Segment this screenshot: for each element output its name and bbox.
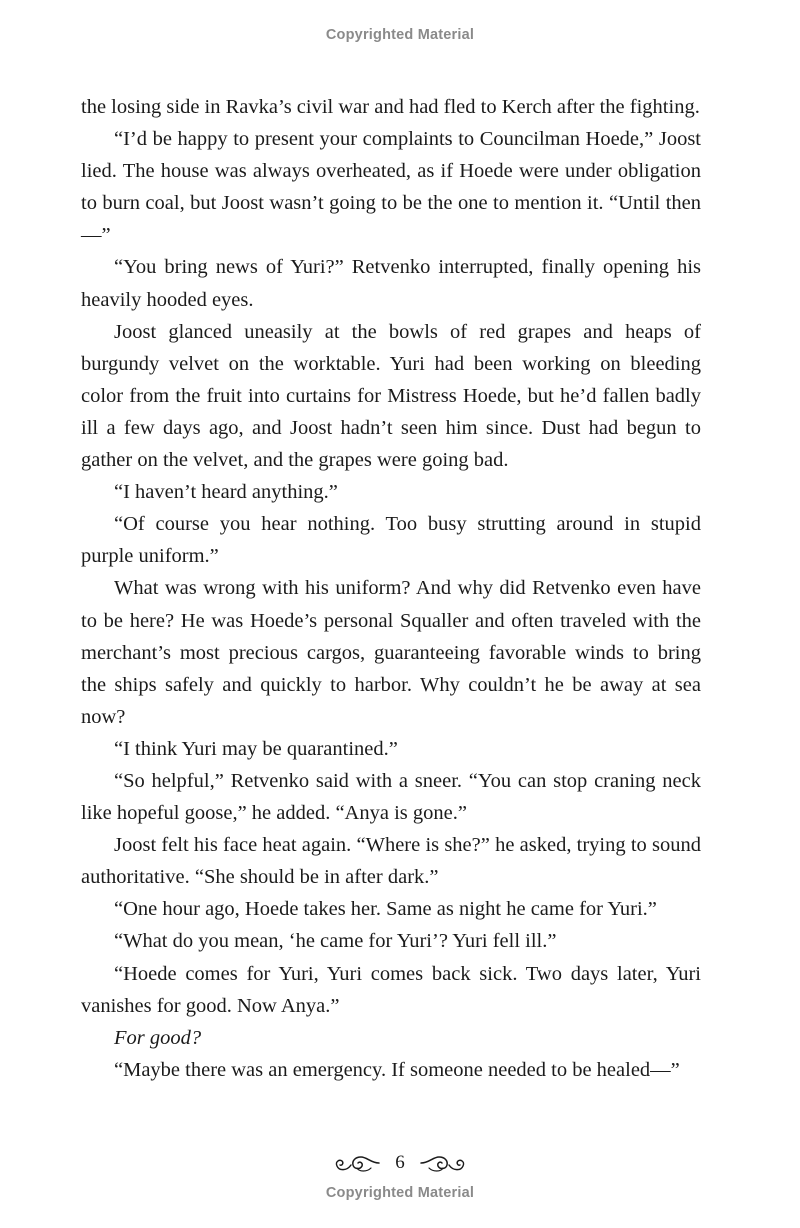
body-text xyxy=(81,91,701,1086)
paragraph: “What do you mean, ‘he came for Yuri’? Yuri fell ill.” xyxy=(114,930,557,953)
copyright-watermark-top: Copyrighted Material xyxy=(325,27,475,43)
paragraph: Joost felt his face heat again. “Where is she?” he asked, trying to sound authoritative. “She should be in after dark.” xyxy=(81,834,701,889)
paragraph: “Maybe there was an emergency. If someone needed to be healed—” xyxy=(114,1058,680,1081)
paragraph: “So helpful,” Retvenko said with a sneer. “You can stop craning neck like hopeful goose,” he added. “Anya is gone.” xyxy=(81,769,701,825)
paragraph: “You bring news of Yuri?” Retvenko interrupted, finally opening his heavily hooded eyes. xyxy=(81,256,701,311)
left-flourish-icon xyxy=(331,1151,381,1175)
right-flourish-icon xyxy=(419,1151,469,1175)
paragraph: “One hour ago, Hoede takes her. Same as night he came for Yuri.” xyxy=(114,898,657,921)
paragraph: the losing side in Ravka’s civil war and had fled to Kerch after the fighting. xyxy=(81,96,700,118)
page-number: 6 xyxy=(395,1152,405,1173)
paragraph: “I’d be happy to present your complaints to Councilman Hoede,” Joost lied. The house was always overheated, as if Hoede were under obligation to burn coal, but Joost wasn’t going to be the one to mention it. “Until then—” xyxy=(81,128,701,247)
paragraph: “Of course you hear nothing. Too busy strutting around in stupid purple uniform.” xyxy=(81,513,701,568)
paragraph: What was wrong with his uniform? And why did Retvenko even have to be here? He was Hoede’s personal Squaller and often traveled with the merchant’s most precious cargos, guaranteeing favorable winds to bring the ships safely and quickly to harbor. Why couldn’t he be away at sea now? xyxy=(81,577,701,728)
paragraph: Joost glanced uneasily at the bowls of red grapes and heaps of burgundy velvet on the worktable. Yuri had been working on bleeding color from the fruit into curtains for Mistress Hoede, but he’d fallen badly ill a few days ago, and Joost hadn’t seen him since. Dust had begun to gather on the velvet, and the grapes were going bad. xyxy=(81,320,701,472)
copyright-watermark-bottom: Copyrighted Material xyxy=(325,1185,475,1201)
italic-thought-text: For good? xyxy=(114,1026,202,1049)
paragraph: “Hoede comes for Yuri, Yuri comes back sick. Two days later, Yuri vanishes for good. Now Anya.” xyxy=(81,962,701,1017)
italic-thought-paragraph xyxy=(81,1022,701,1054)
paragraph: “I think Yuri may be quarantined.” xyxy=(114,737,398,760)
paragraph: “I haven’t heard anything.” xyxy=(114,481,338,504)
page-footer xyxy=(0,1148,800,1178)
